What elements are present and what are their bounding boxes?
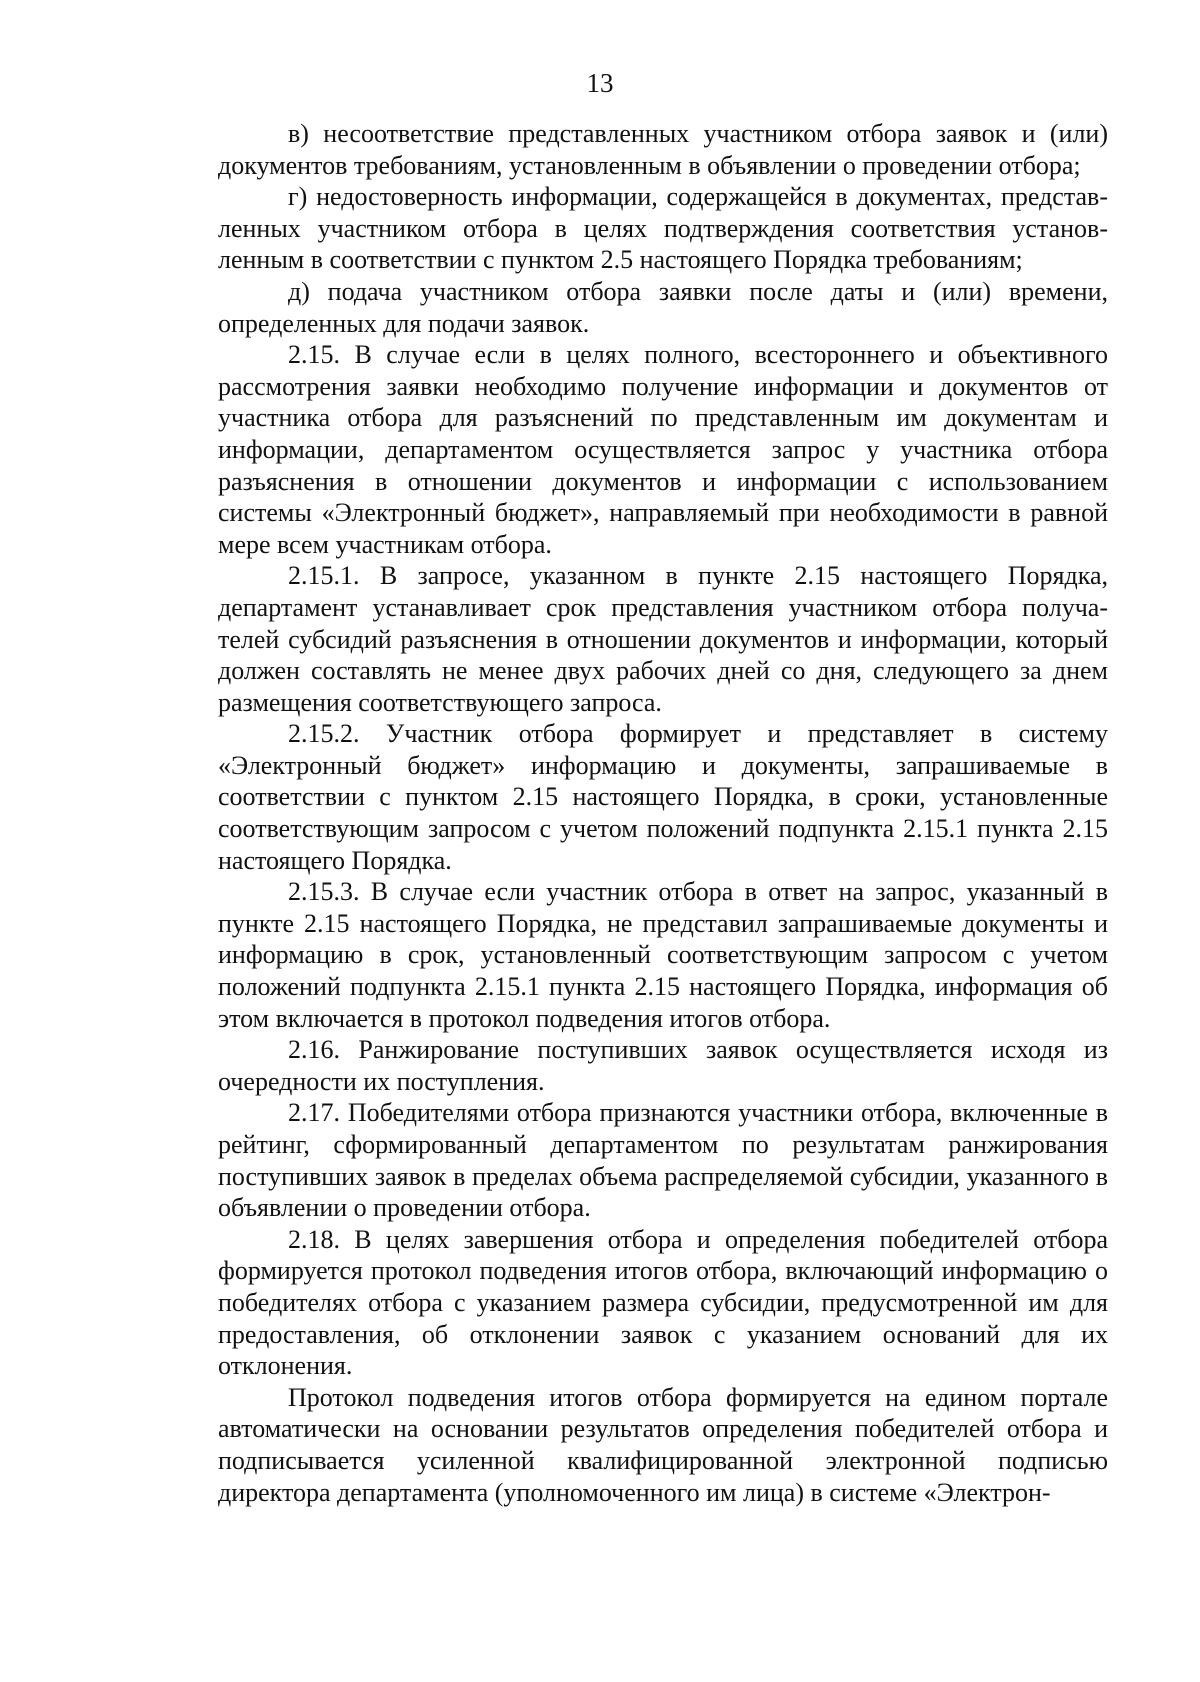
paragraph-protocol: Протокол подведения итогов отбора формируется на едином портале автоматически на основании результатов определения победителей отбора и подписывается усиленной квалифицированной электронной подписью директора департамента (уполномоченного им лица) в системе «Электрон- bbox=[218, 1382, 1108, 1507]
paragraph-2-15-2: 2.15.2. Участник отбора формирует и представляет в систему «Электронный бюджет» информацию и документы, запрашиваемые в соответствии с пунктом 2.15 настоящего Порядка, в сроки, установленные соответствующим запросом с учетом положений подпункта 2.15.1 пункта 2.15 настоящего Порядка. bbox=[218, 719, 1108, 875]
paragraph-2-16: 2.16. Ранжирование поступивших заявок осуществляется исходя из очередности их поступления. bbox=[218, 1035, 1108, 1096]
paragraph-2-15-3: 2.15.3. В случае если участник отбора в ответ на запрос, указанный в пункте 2.15 настоящего Порядка, не представил запрашиваемые документы и информацию в срок, установленный соответствующим запросом с учетом положений подпункта 2.15.1 пункта 2.15 настоящего Порядка, информация об этом включается в протокол подведения итогов отбора. bbox=[218, 877, 1108, 1033]
paragraph-2-15-1: 2.15.1. В запросе, указанном в пункте 2.15 настоящего Порядка, департамент устанавливает срок представления участником отбора получателей субсидий разъяснения в отношении документов и информации, который должен составлять не менее двух рабочих дней со дня, следующего за днем размещения соответствующего запроса. bbox=[218, 561, 1108, 717]
paragraph-item-v: в) несоответствие представленных участником отбора заявок и (или) документов требованиям, установленным в объявлении о проведении отбора; bbox=[218, 119, 1108, 180]
paragraph-2-15: 2.15. В случае если в целях полного, всестороннего и объективного рассмотрения заявки необходимо получение информации и документов от участника отбора для разъяснений по представленным им документам и информации, департаментом осуществляется запрос у участника отбора разъяснения в отношении документов и информации с использованием системы «Электронный бюджет», направляемый при необходимости в равной мере всем участникам отбора. bbox=[218, 340, 1108, 559]
page-number: 13 bbox=[586, 68, 614, 98]
paragraph-item-d: д) подача участником отбора заявки после даты и (или) времени, определенных для подачи заявок. bbox=[218, 276, 1108, 338]
paragraph-2-17: 2.17. Победителями отбора признаются участники отбора, включенные в рейтинг, сформированный департаментом по результатам ранжирования поступивших заявок в пределах объема распределяемой субсидии, указанного в объявлении о проведении отбора. bbox=[218, 1098, 1108, 1223]
paragraph-item-g: г) недостоверность информации, содержащейся в документах, представленных участником отбора в целях подтверждения соответствия установленным в соответствии с пунктом 2.5 настоящего Порядка требованиям; bbox=[218, 182, 1108, 275]
paragraph-2-18: 2.18. В целях завершения отбора и определения победителей отбора формируется протокол подведения итогов отбора, включающий информацию о победителях отбора с указанием размера субсидии, предусмотренной им для предоставления, об отклонении заявок с указанием оснований для их отклонения. bbox=[218, 1224, 1108, 1381]
document-body bbox=[218, 118, 1108, 1508]
